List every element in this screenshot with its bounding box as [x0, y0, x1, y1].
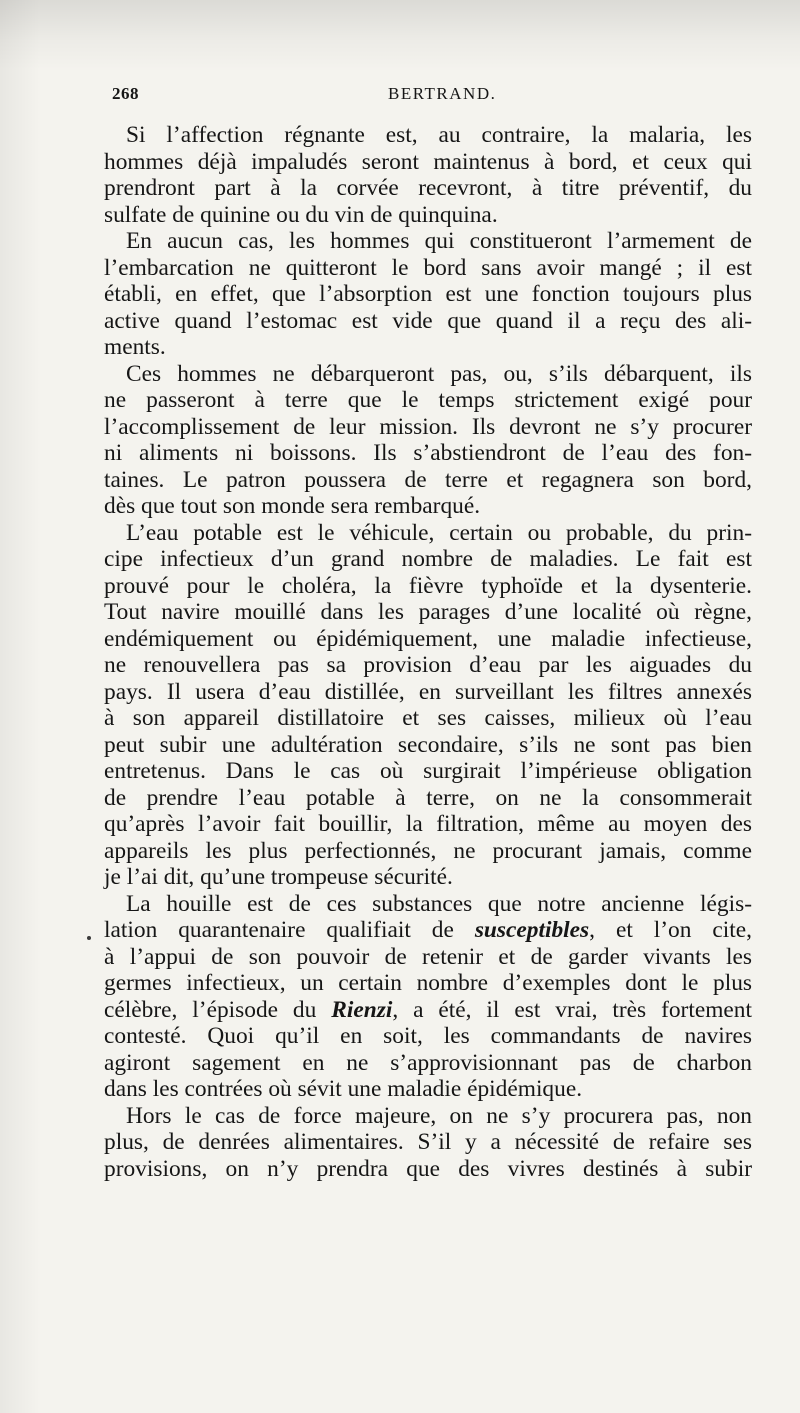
text-line: endémiquement ou épidémiquement, une maladie infectieuse, — [104, 625, 752, 652]
text-line: appareils les plus perfectionnés, ne procurant jamais, comme — [104, 837, 752, 864]
text-line: agiront sagement en ne s’approvisionnant pas de charbon — [104, 1049, 752, 1076]
text-line: ni aliments ni boissons. Ils s’abstiendront de l’eau des fon- — [104, 440, 752, 466]
text-line: taines. Le patron poussera de terre et regagnera son bord, — [104, 466, 752, 493]
running-title: BERTRAND. — [388, 84, 497, 103]
text-line: En aucun cas, les hommes qui constitueront l’armement de — [126, 228, 752, 254]
text-line: pays. Il usera d’eau distillée, en surveillant les filtres annexés — [104, 678, 752, 705]
text-line: l’embarcation ne quitteront le bord sans avoir mangé ; il est — [104, 254, 752, 281]
text-line — [104, 917, 752, 944]
text-line: dans les contrées où sévit une maladie épidémique. — [104, 1076, 583, 1102]
text-line: L’eau potable est le véhicule, certain ou probable, du prin- — [126, 519, 752, 546]
text-line: à l’appui de son pouvoir de retenir et de garder vivants les — [104, 943, 752, 970]
text-line: provisions, on n’y prendra que des vivres destinés à subir — [104, 1155, 752, 1182]
running-head — [104, 84, 752, 110]
text-line: établi, en effet, que l’absorption est une fonction toujours plus — [104, 281, 752, 307]
text-run: , et l’on cite, — [589, 917, 752, 943]
text-line: ments. — [104, 334, 166, 360]
text-line: cipe infectieux d’un grand nombre de maladies. Le fait est — [104, 546, 752, 572]
text-line: Si l’affection régnante est, au contraire, la malaria, les — [126, 122, 752, 148]
text-line: à son appareil distillatoire et ses caisses, milieux où l’eau — [104, 705, 752, 731]
body-text — [104, 122, 752, 1182]
text-line: ne renouvellera pas sa provision d’eau par les aiguades du — [104, 652, 752, 678]
text-line: ne passeront à terre que le temps strictement exigé pour — [104, 387, 752, 413]
page-number: 268 — [112, 84, 139, 103]
text-line: de prendre l’eau potable à terre, on ne la consommerait — [104, 784, 752, 811]
text-line: je l’ai dit, qu’une trompeuse sécurité. — [104, 864, 453, 890]
italic-term: Rienzi — [331, 996, 393, 1023]
text-line: Tout navire mouillé dans les parages d’une localité où règne, — [104, 599, 752, 625]
italic-term: susceptibles — [474, 917, 590, 943]
text-line: contesté. Quoi qu’il en soit, les commandants de navires — [104, 1023, 752, 1049]
text-run: célèbre, l’épisode du — [104, 996, 332, 1023]
text-line — [104, 997, 752, 1024]
text-line: prouvé pour le choléra, la fièvre typhoïde et la dysenterie. — [104, 572, 752, 599]
text-run: , a été, il est vrai, très fortement — [392, 996, 752, 1023]
text-line: hommes déjà impaludés seront maintenus à bord, et ceux qui — [104, 148, 752, 175]
margin-speck — [87, 936, 91, 940]
text-line: l’accomplissement de leur mission. Ils devront ne s’y procurer — [104, 413, 752, 440]
text-line: Ces hommes ne débarqueront pas, ou, s’ils débarquent, ils — [126, 360, 752, 387]
text-line: sulfate de quinine ou du vin de quinquina. — [104, 201, 498, 228]
text-line: entretenus. Dans le cas où surgirait l’impérieuse obligation — [104, 758, 752, 784]
text-line: plus, de denrées alimentaires. S’il y a nécessité de refaire ses — [104, 1129, 752, 1155]
text-line: peut subir une adultération secondaire, s’ils ne sont pas bien — [104, 731, 752, 758]
text-line: Hors le cas de force majeure, on ne s’y procurera pas, non — [126, 1102, 752, 1129]
text-line: prendront part à la corvée recevront, à titre préventif, du — [104, 175, 752, 201]
text-line: germes infectieux, un certain nombre d’exemples dont le plus — [104, 970, 752, 996]
text-line: qu’après l’avoir fait bouillir, la filtration, même au moyen des — [104, 811, 752, 837]
text-line: dès que tout son monde sera rembarqué. — [104, 493, 481, 519]
text-line: active quand l’estomac est vide que quand il a reçu des ali- — [104, 307, 752, 334]
text-run: lation quarantenaire qualifiait de — [104, 917, 475, 943]
text-line: La houille est de ces substances que notre ancienne légis- — [126, 890, 752, 917]
